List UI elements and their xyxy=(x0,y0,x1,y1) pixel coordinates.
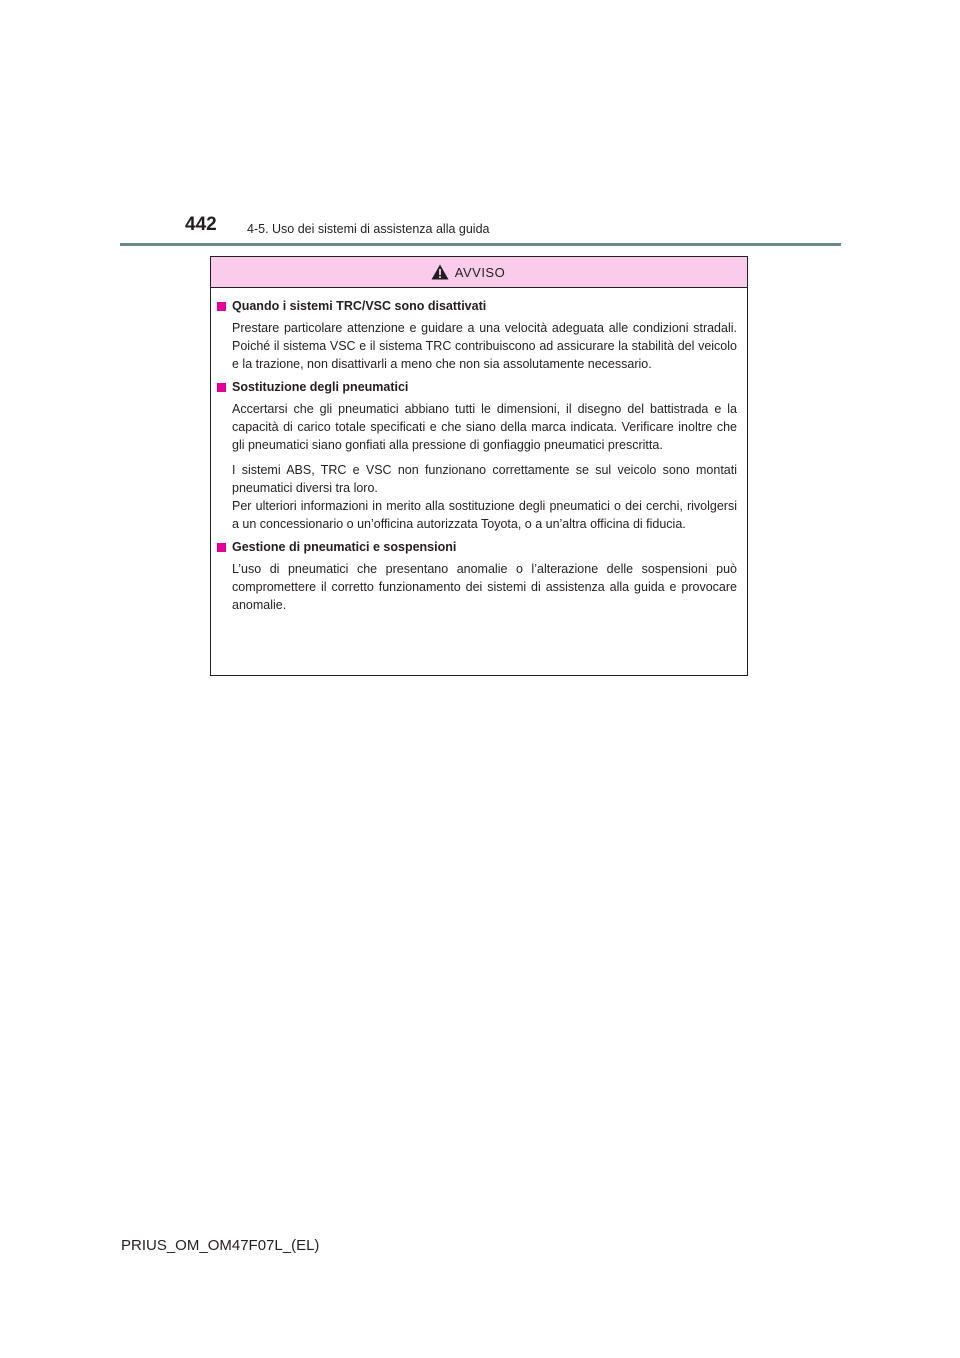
header-divider xyxy=(120,243,841,246)
footer-document-code: PRIUS_OM_OM47F07L_(EL) xyxy=(121,1237,320,1254)
warning-triangle-icon xyxy=(431,264,449,280)
warning-item-heading xyxy=(217,379,737,396)
warning-item-heading xyxy=(217,539,737,556)
warning-label: AVVISO xyxy=(454,264,506,280)
square-bullet-icon xyxy=(217,383,226,392)
warning-item-heading-text: Sostituzione degli pneumatici xyxy=(232,380,409,394)
warning-item-heading-text: Quando i sistemi TRC/VSC sono disattivati xyxy=(232,299,487,313)
page-number: 442 xyxy=(185,214,217,235)
square-bullet-icon xyxy=(217,543,226,552)
warning-body xyxy=(211,288,747,614)
section-title: 4-5. Uso dei sistemi di assistenza alla guida xyxy=(247,222,490,236)
warning-item-paragraph: Per ulteriori informazioni in merito alla sostituzione degli pneumatici o dei cerchi, rivolgersi a un concessionario o un’officina autorizzata Toyota, o a un’altra officina di fiducia. xyxy=(232,499,737,531)
square-bullet-icon xyxy=(217,302,226,311)
warning-header xyxy=(211,257,747,288)
warning-item-heading-text: Gestione di pneumatici e sospensioni xyxy=(232,540,457,554)
warning-item-paragraph: Accertarsi che gli pneumatici abbiano tutti le dimensioni, il disegno del battistrada e la capacità di carico totale specificati e che siano della marca indicata. Verificare inoltre che gli pneumatici siano gonfiati alla pressione di gonfiaggio pneumatici prescritta. xyxy=(232,402,737,452)
warning-item-paragraph: I sistemi ABS, TRC e VSC non funzionano correttamente se sul veicolo sono montati pneumatici diversi tra loro. xyxy=(232,463,737,495)
warning-item-paragraph: L’uso di pneumatici che presentano anomalie o l’alterazione delle sospensioni può compromettere il corretto funzionamento dei sistemi di assistenza alla guida e provocare anomalie. xyxy=(232,562,737,612)
warning-box xyxy=(210,256,748,676)
warning-item-heading xyxy=(217,298,737,315)
warning-item-paragraph: Prestare particolare attenzione e guidare a una velocità adeguata alle condizioni stradali. Poiché il sistema VSC e il sistema TRC contribuiscono ad assicurare la stabilità del veicolo e la trazione, non disattivarli a meno che non sia assolutamente necessario. xyxy=(232,321,737,371)
